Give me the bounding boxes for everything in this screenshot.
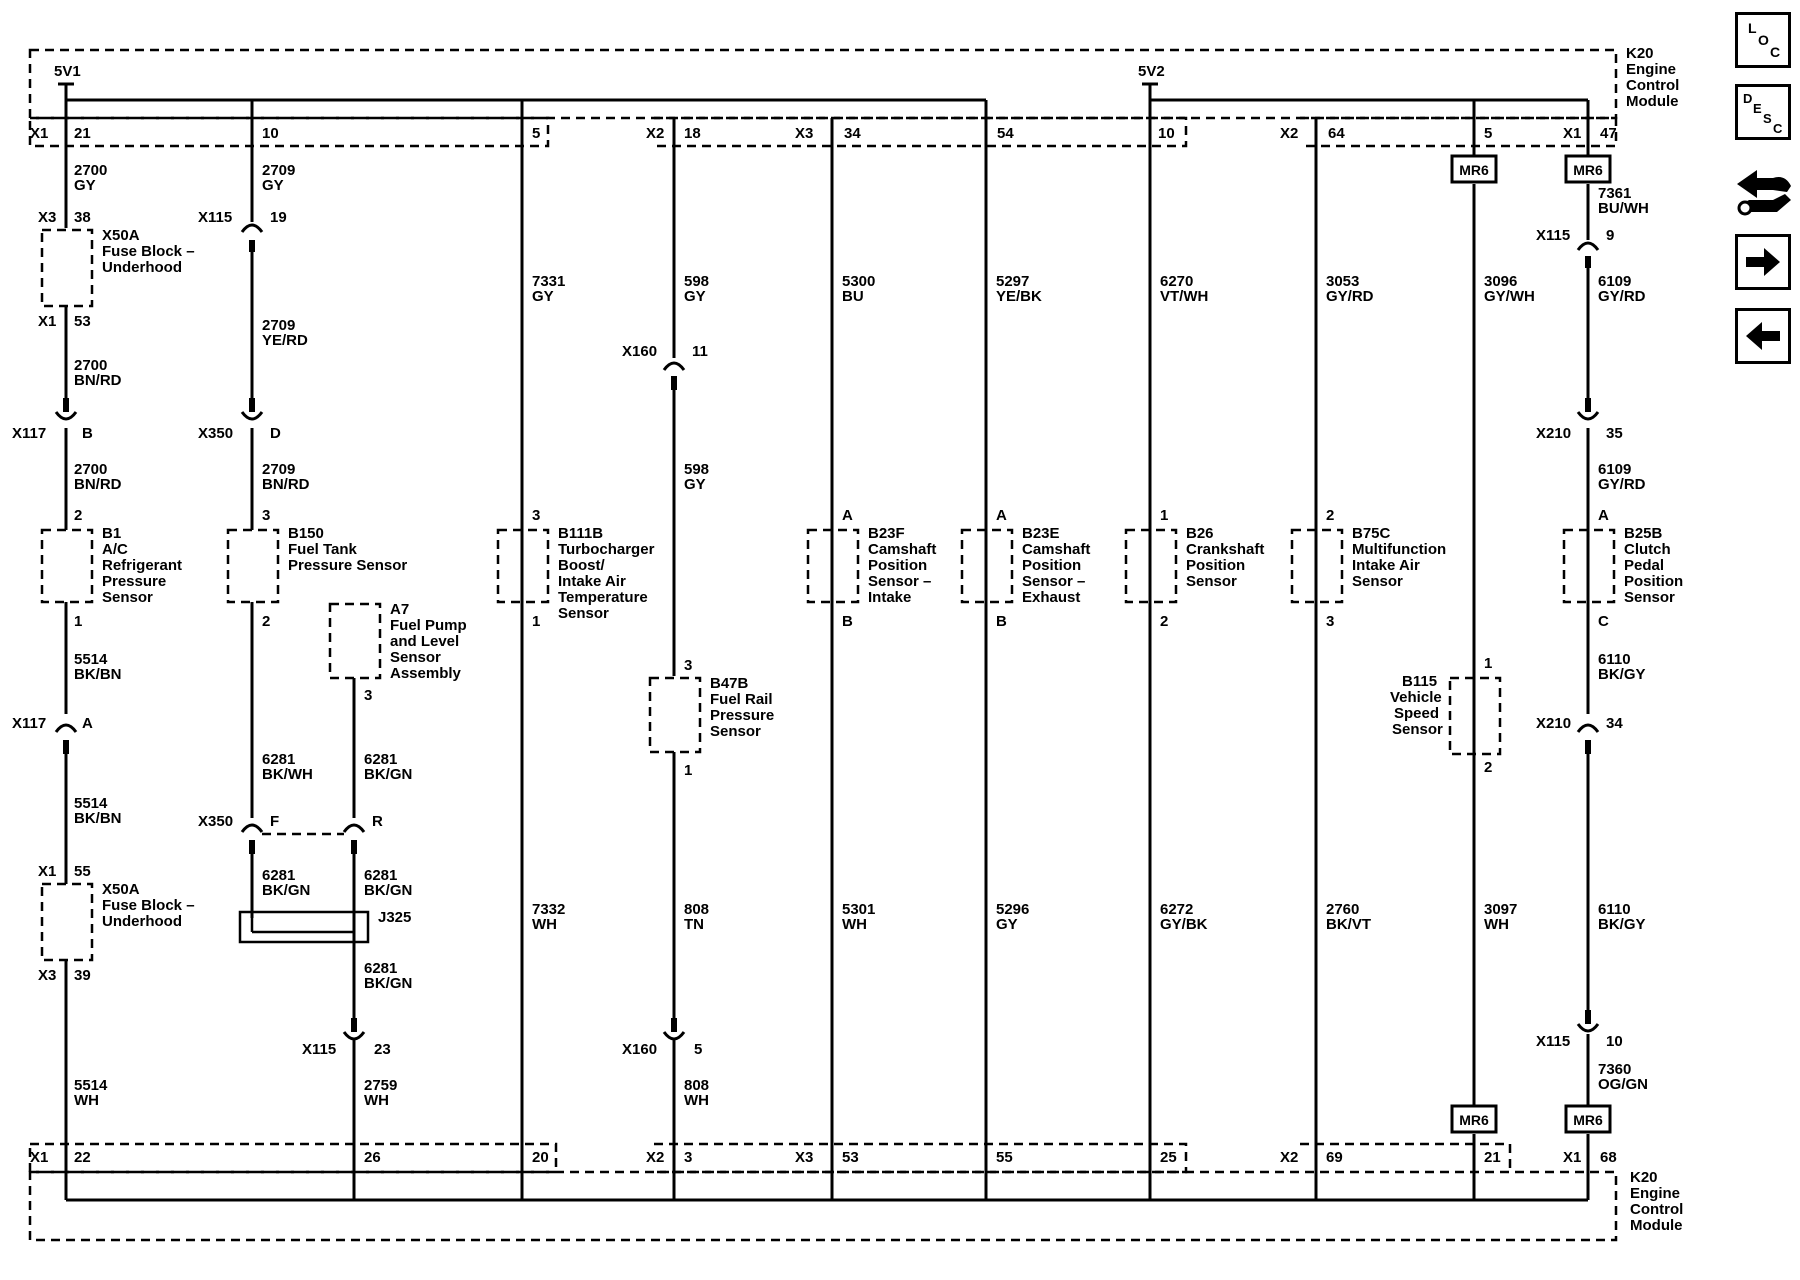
- ecm-title-top: K20 Engine Control Module: [1626, 45, 1680, 110]
- diagram-label: 5296: [996, 901, 1030, 918]
- diagram-label: BK/GN: [364, 766, 413, 783]
- diagram-label: 1: [1160, 507, 1169, 524]
- diagram-label: B26: [1186, 525, 1214, 542]
- diagram-label: X2: [646, 125, 665, 142]
- diagram-label: TN: [684, 916, 704, 933]
- diagram-label: Fuel Rail: [710, 691, 773, 708]
- diagram-label: B150: [288, 525, 324, 542]
- ecm-housing-bottom: [30, 1144, 1616, 1240]
- diagram-label: BK/GY: [1598, 666, 1646, 683]
- diagram-label: 38: [74, 209, 91, 226]
- diagram-label: 3: [684, 657, 693, 674]
- diagram-label: 598: [684, 461, 710, 478]
- diagram-label: Camshaft: [1022, 541, 1091, 558]
- diagram-label: 1: [684, 762, 693, 779]
- diagram-label: Position: [868, 557, 928, 574]
- diagram-label: 1: [74, 613, 83, 630]
- diagram-label: 39: [74, 967, 91, 984]
- diagram-label: Clutch: [1624, 541, 1671, 558]
- diagram-label: 6110: [1598, 651, 1631, 668]
- diagram-label: 3: [1326, 613, 1335, 630]
- diagram-label: BN/RD: [74, 476, 122, 493]
- diagram-label: 64: [1328, 125, 1345, 142]
- diagram-label: 53: [74, 313, 91, 330]
- diagram-label: 3: [364, 687, 373, 704]
- diagram-label: B23F: [868, 525, 905, 542]
- diagram-label: Position: [1186, 557, 1246, 574]
- diagram-label: A: [82, 715, 93, 732]
- diagram-label: 22: [74, 1149, 91, 1166]
- diagram-label: 6281: [364, 960, 398, 977]
- diagram-label: 808: [684, 901, 710, 918]
- diagram-label: Intake: [868, 589, 912, 606]
- diagram-label: R: [372, 813, 383, 830]
- diagram-label: X1: [1563, 1149, 1582, 1166]
- diagram-label: X160: [622, 343, 658, 360]
- splice-j325: [240, 912, 368, 942]
- diagram-label: A: [1598, 507, 1609, 524]
- diagram-label: 7361: [1598, 185, 1632, 202]
- svg-text:E: E: [1753, 101, 1762, 116]
- diagram-label: and Level: [390, 633, 460, 650]
- diagram-label: BK/GN: [262, 882, 311, 899]
- diagram-label: Position: [1624, 573, 1684, 590]
- diagram-label: GY: [684, 476, 706, 493]
- diagram-label: 5: [1484, 125, 1493, 142]
- diagram-label: B111B: [558, 525, 604, 542]
- diagram-label: 9: [1606, 227, 1615, 244]
- svg-text:O: O: [1758, 32, 1769, 48]
- diagram-label: Multifunction: [1352, 541, 1447, 558]
- diagram-label: Underhood: [102, 913, 182, 930]
- diagram-label: X50A: [102, 227, 140, 244]
- diagram-label: VT/WH: [1160, 288, 1209, 305]
- arrow-right-icon: [1738, 237, 1788, 287]
- svg-text:MR6: MR6: [1573, 1112, 1603, 1128]
- diagram-label: 2759: [364, 1077, 398, 1094]
- diagram-label: Pressure Sensor: [288, 557, 408, 574]
- diagram-label: D: [270, 425, 281, 442]
- diagram-label: X1: [30, 1149, 49, 1166]
- diagram-label: F: [270, 813, 280, 830]
- svg-text:MR6: MR6: [1459, 1112, 1489, 1128]
- svg-text:MR6: MR6: [1459, 162, 1489, 178]
- desc-button[interactable]: [1735, 84, 1791, 140]
- diagram-label: 3: [262, 507, 271, 524]
- diagram-label: 20: [532, 1149, 549, 1166]
- sensor-b47b: [650, 678, 700, 752]
- diagram-label: 7332: [532, 901, 566, 918]
- diagram-label: 6109: [1598, 273, 1632, 290]
- diagram-label: YE/BK: [996, 288, 1042, 305]
- diagram-label: 69: [1326, 1149, 1343, 1166]
- diagram-label: X160: [622, 1041, 658, 1058]
- diagram-label: B47B: [710, 675, 749, 692]
- diagram-label: 2: [1326, 507, 1335, 524]
- diagram-label: WH: [1484, 916, 1509, 933]
- diagram-label: GY: [74, 177, 96, 194]
- connector-tool-button[interactable]: [1733, 160, 1795, 224]
- diagram-label: Sensor: [390, 649, 441, 666]
- diagram-label: Pressure: [710, 707, 775, 724]
- diagram-label: GY: [996, 916, 1018, 933]
- mr6-marker: [1452, 156, 1496, 182]
- diagram-label: X3: [795, 125, 814, 142]
- diagram-label: Pedal: [1624, 557, 1665, 574]
- diagram-label: A: [842, 507, 853, 524]
- diagram-label: 7360: [1598, 1061, 1632, 1078]
- diagram-label: B1: [102, 525, 122, 542]
- diagram-label: X1: [38, 863, 57, 880]
- wrench-hand-icon: [1733, 160, 1795, 224]
- diagram-label: 2: [1160, 613, 1169, 630]
- diagram-label: BK/GN: [364, 975, 413, 992]
- diagram-label: GY/RD: [1326, 288, 1374, 305]
- svg-text:C: C: [1770, 44, 1781, 60]
- diagram-label: Speed: [1394, 705, 1440, 722]
- diagram-label: BU/WH: [1598, 200, 1649, 217]
- diagram-label: X210: [1536, 425, 1572, 442]
- diagram-label: Sensor: [102, 589, 153, 606]
- diagram-label: 2700: [74, 461, 108, 478]
- diagram-label: 3096: [1484, 273, 1518, 290]
- diagram-label: WH: [364, 1092, 389, 1109]
- diagram-label: Boost/: [558, 557, 605, 574]
- diagram-label: Assembly: [390, 665, 461, 682]
- back-button[interactable]: [1735, 308, 1791, 364]
- diagram-label: 53: [842, 1149, 859, 1166]
- diagram-label: BN/RD: [74, 372, 122, 389]
- diagram-label: 6109: [1598, 461, 1632, 478]
- diagram-label: X117: [12, 715, 47, 732]
- diagram-label: Sensor: [1186, 573, 1237, 590]
- diagram-label: GY: [684, 288, 706, 305]
- diagram-label: Position: [1022, 557, 1082, 574]
- diagram-label: 598: [684, 273, 710, 290]
- diagram-label: B75C: [1352, 525, 1391, 542]
- diagram-label: 6272: [1160, 901, 1194, 918]
- diagram-label: 21: [74, 125, 91, 142]
- sensor-b150: [228, 530, 278, 602]
- diagram-label: Sensor –: [1022, 573, 1086, 590]
- diagram-label: BK/BN: [74, 810, 122, 827]
- diagram-label: GY: [532, 288, 554, 305]
- diagram-label: X210: [1536, 715, 1572, 732]
- diagram-label: BK/VT: [1326, 916, 1371, 933]
- diagram-label: Sensor: [710, 723, 761, 740]
- diagram-label: 3: [532, 507, 541, 524]
- diagram-label: 47: [1600, 125, 1617, 142]
- diagram-label: Turbocharger: [558, 541, 655, 558]
- diagram-label: 3097: [1484, 901, 1518, 918]
- diagram-label: X3: [795, 1149, 814, 1166]
- diagram-label: 5300: [842, 273, 876, 290]
- diagram-label: WH: [684, 1092, 709, 1109]
- diagram-label: X3: [38, 209, 57, 226]
- svg-text:L: L: [1748, 20, 1757, 36]
- diagram-label: X1: [38, 313, 57, 330]
- diagram-label: Sensor: [1624, 589, 1675, 606]
- diagram-label: BN/RD: [262, 476, 310, 493]
- diagram-label: 2700: [74, 162, 108, 179]
- diagram-label: Camshaft: [868, 541, 937, 558]
- diagram-label: 55: [996, 1149, 1013, 1166]
- fuse-block-x50a-bottom: [42, 884, 92, 960]
- diagram-label: Fuel Tank: [288, 541, 357, 558]
- diagram-label: GY/BK: [1160, 916, 1208, 933]
- diagram-label: 808: [684, 1077, 710, 1094]
- diagram-label: GY/WH: [1484, 288, 1535, 305]
- diagram-label: 5: [532, 125, 541, 142]
- diagram-label: Fuse Block –: [102, 897, 195, 914]
- diagram-label: 10: [262, 125, 279, 142]
- diagram-label: WH: [842, 916, 867, 933]
- diagram-label: 6281: [262, 867, 296, 884]
- diagram-label: GY/RD: [1598, 476, 1646, 493]
- diagram-label: B: [996, 613, 1007, 630]
- diagram-label: 6110: [1598, 901, 1631, 918]
- diagram-label: C: [1598, 613, 1609, 630]
- diagram-label: A: [996, 507, 1007, 524]
- svg-text:MR6: MR6: [1573, 162, 1603, 178]
- fuse-block-x50a-top: [42, 230, 92, 306]
- svg-text:D: D: [1743, 91, 1753, 106]
- svg-text:S: S: [1763, 111, 1772, 126]
- diagram-label: 2: [262, 613, 271, 630]
- svg-text:C: C: [1773, 121, 1783, 136]
- diagram-label: 2709: [262, 317, 296, 334]
- diagram-label: 6281: [364, 867, 398, 884]
- diagram-label: B23E: [1022, 525, 1060, 542]
- diagram-label: WH: [74, 1092, 99, 1109]
- loc-icon: [1738, 15, 1788, 65]
- diagram-label: Crankshaft: [1186, 541, 1265, 558]
- diagram-label: BK/GY: [1598, 916, 1646, 933]
- bus-label-5v1: 5V1: [54, 63, 81, 80]
- diagram-label: Sensor –: [868, 573, 932, 590]
- diagram-label: X2: [646, 1149, 665, 1166]
- diagram-label: 2760: [1326, 901, 1360, 918]
- diagram-label: X2: [1280, 125, 1299, 142]
- diagram-labels: [12, 125, 1683, 1166]
- diagram-label: X1: [1563, 125, 1582, 142]
- diagram-label: GY/RD: [1598, 288, 1646, 305]
- diagram-label: 6281: [364, 751, 398, 768]
- diagram-label: J325: [378, 909, 412, 926]
- sensor-b1: [42, 530, 92, 602]
- diagram-label: 34: [844, 125, 861, 142]
- diagram-label: BK/GN: [364, 882, 413, 899]
- diagram-label: X350: [198, 425, 234, 442]
- diagram-label: BK/WH: [262, 766, 313, 783]
- diagram-label: 35: [1606, 425, 1623, 442]
- diagram-label: 2: [74, 507, 83, 524]
- diagram-label: 2709: [262, 461, 296, 478]
- diagram-label: Fuse Block –: [102, 243, 195, 260]
- diagram-label: X350: [198, 813, 234, 830]
- diagram-label: 5301: [842, 901, 876, 918]
- diagram-label: 5: [694, 1041, 703, 1058]
- diagram-label: 2: [1484, 759, 1493, 776]
- diagram-label: 18: [684, 125, 701, 142]
- diagram-label: 5514: [74, 795, 108, 812]
- diagram-label: 6281: [262, 751, 296, 768]
- diagram-label: Vehicle: [1390, 689, 1442, 706]
- diagram-label: Sensor: [558, 605, 609, 622]
- diagram-label: X2: [1280, 1149, 1299, 1166]
- diagram-label: 54: [997, 125, 1014, 142]
- diagram-label: 11: [692, 343, 708, 360]
- diagram-label: WH: [532, 916, 557, 933]
- diagram-label: Sensor: [1392, 721, 1443, 738]
- diagram-label: X1: [30, 125, 49, 142]
- diagram-label: 5514: [74, 1077, 108, 1094]
- diagram-label: OG/GN: [1598, 1076, 1649, 1093]
- diagram-label: BU: [842, 288, 864, 305]
- diagram-label: BK/BN: [74, 666, 122, 683]
- diagram-label: YE/RD: [262, 332, 308, 349]
- diagram-label: 55: [74, 863, 91, 880]
- diagram-label: A/C: [102, 541, 128, 558]
- diagram-label: Sensor: [1352, 573, 1403, 590]
- assembly-a7: [330, 604, 380, 678]
- diagram-label: A7: [390, 601, 410, 618]
- reference-bus-5v1: [58, 84, 986, 100]
- mr6-marker: [1566, 156, 1610, 182]
- diagram-label: 68: [1600, 1149, 1617, 1166]
- diagram-label: X115: [302, 1041, 337, 1058]
- diagram-label: Intake Air: [1352, 557, 1420, 574]
- bus-label-5v2: 5V2: [1138, 63, 1165, 80]
- diagram-label: X115: [1536, 227, 1571, 244]
- diagram-label: B115: [1402, 673, 1438, 690]
- diagram-label: 26: [364, 1149, 381, 1166]
- diagram-label: 5297: [996, 273, 1030, 290]
- diagram-label: B: [82, 425, 93, 442]
- diagram-label: 21: [1484, 1149, 1501, 1166]
- reference-bus-5v2: [1142, 84, 1588, 100]
- diagram-label: X50A: [102, 881, 140, 898]
- diagram-label: 6270: [1160, 273, 1194, 290]
- diagram-label: 23: [374, 1041, 391, 1058]
- diagram-label: 1: [1484, 655, 1493, 672]
- diagram-label: Exhaust: [1022, 589, 1081, 606]
- diagram-label: 7331: [532, 273, 566, 290]
- diagram-label: Pressure: [102, 573, 167, 590]
- diagram-label: Fuel Pump: [390, 617, 467, 634]
- diagram-label: 34: [1606, 715, 1623, 732]
- diagram-label: B: [842, 613, 853, 630]
- diagram-label: Intake Air: [558, 573, 626, 590]
- diagram-label: 25: [1160, 1149, 1177, 1166]
- ecm-title-bottom: K20 Engine Control Module: [1630, 1169, 1684, 1234]
- mr6-marker: [1566, 1106, 1610, 1132]
- diagram-label: X117: [12, 425, 47, 442]
- desc-icon: [1738, 87, 1788, 137]
- diagram-label: X115: [198, 209, 233, 226]
- diagram-label: 1: [532, 613, 541, 630]
- diagram-label: 2709: [262, 162, 296, 179]
- diagram-label: 3: [684, 1149, 693, 1166]
- next-button[interactable]: [1735, 234, 1791, 290]
- diagram-label: X3: [38, 967, 57, 984]
- diagram-label: 2700: [74, 357, 108, 374]
- diagram-label: 10: [1158, 125, 1175, 142]
- diagram-label: X115: [1536, 1033, 1571, 1050]
- diagram-label: 10: [1606, 1033, 1623, 1050]
- arrow-left-icon: [1738, 311, 1788, 361]
- diagram-label: 5514: [74, 651, 108, 668]
- diagram-label: GY: [262, 177, 284, 194]
- diagram-label: 19: [270, 209, 287, 226]
- diagram-label: Refrigerant: [102, 557, 183, 574]
- diagram-label: B25B: [1624, 525, 1663, 542]
- mr6-marker: [1452, 1106, 1496, 1132]
- diagram-label: 3053: [1326, 273, 1360, 290]
- diagram-label: Underhood: [102, 259, 182, 276]
- diagram-label: Temperature: [558, 589, 648, 606]
- loc-button[interactable]: [1735, 12, 1791, 68]
